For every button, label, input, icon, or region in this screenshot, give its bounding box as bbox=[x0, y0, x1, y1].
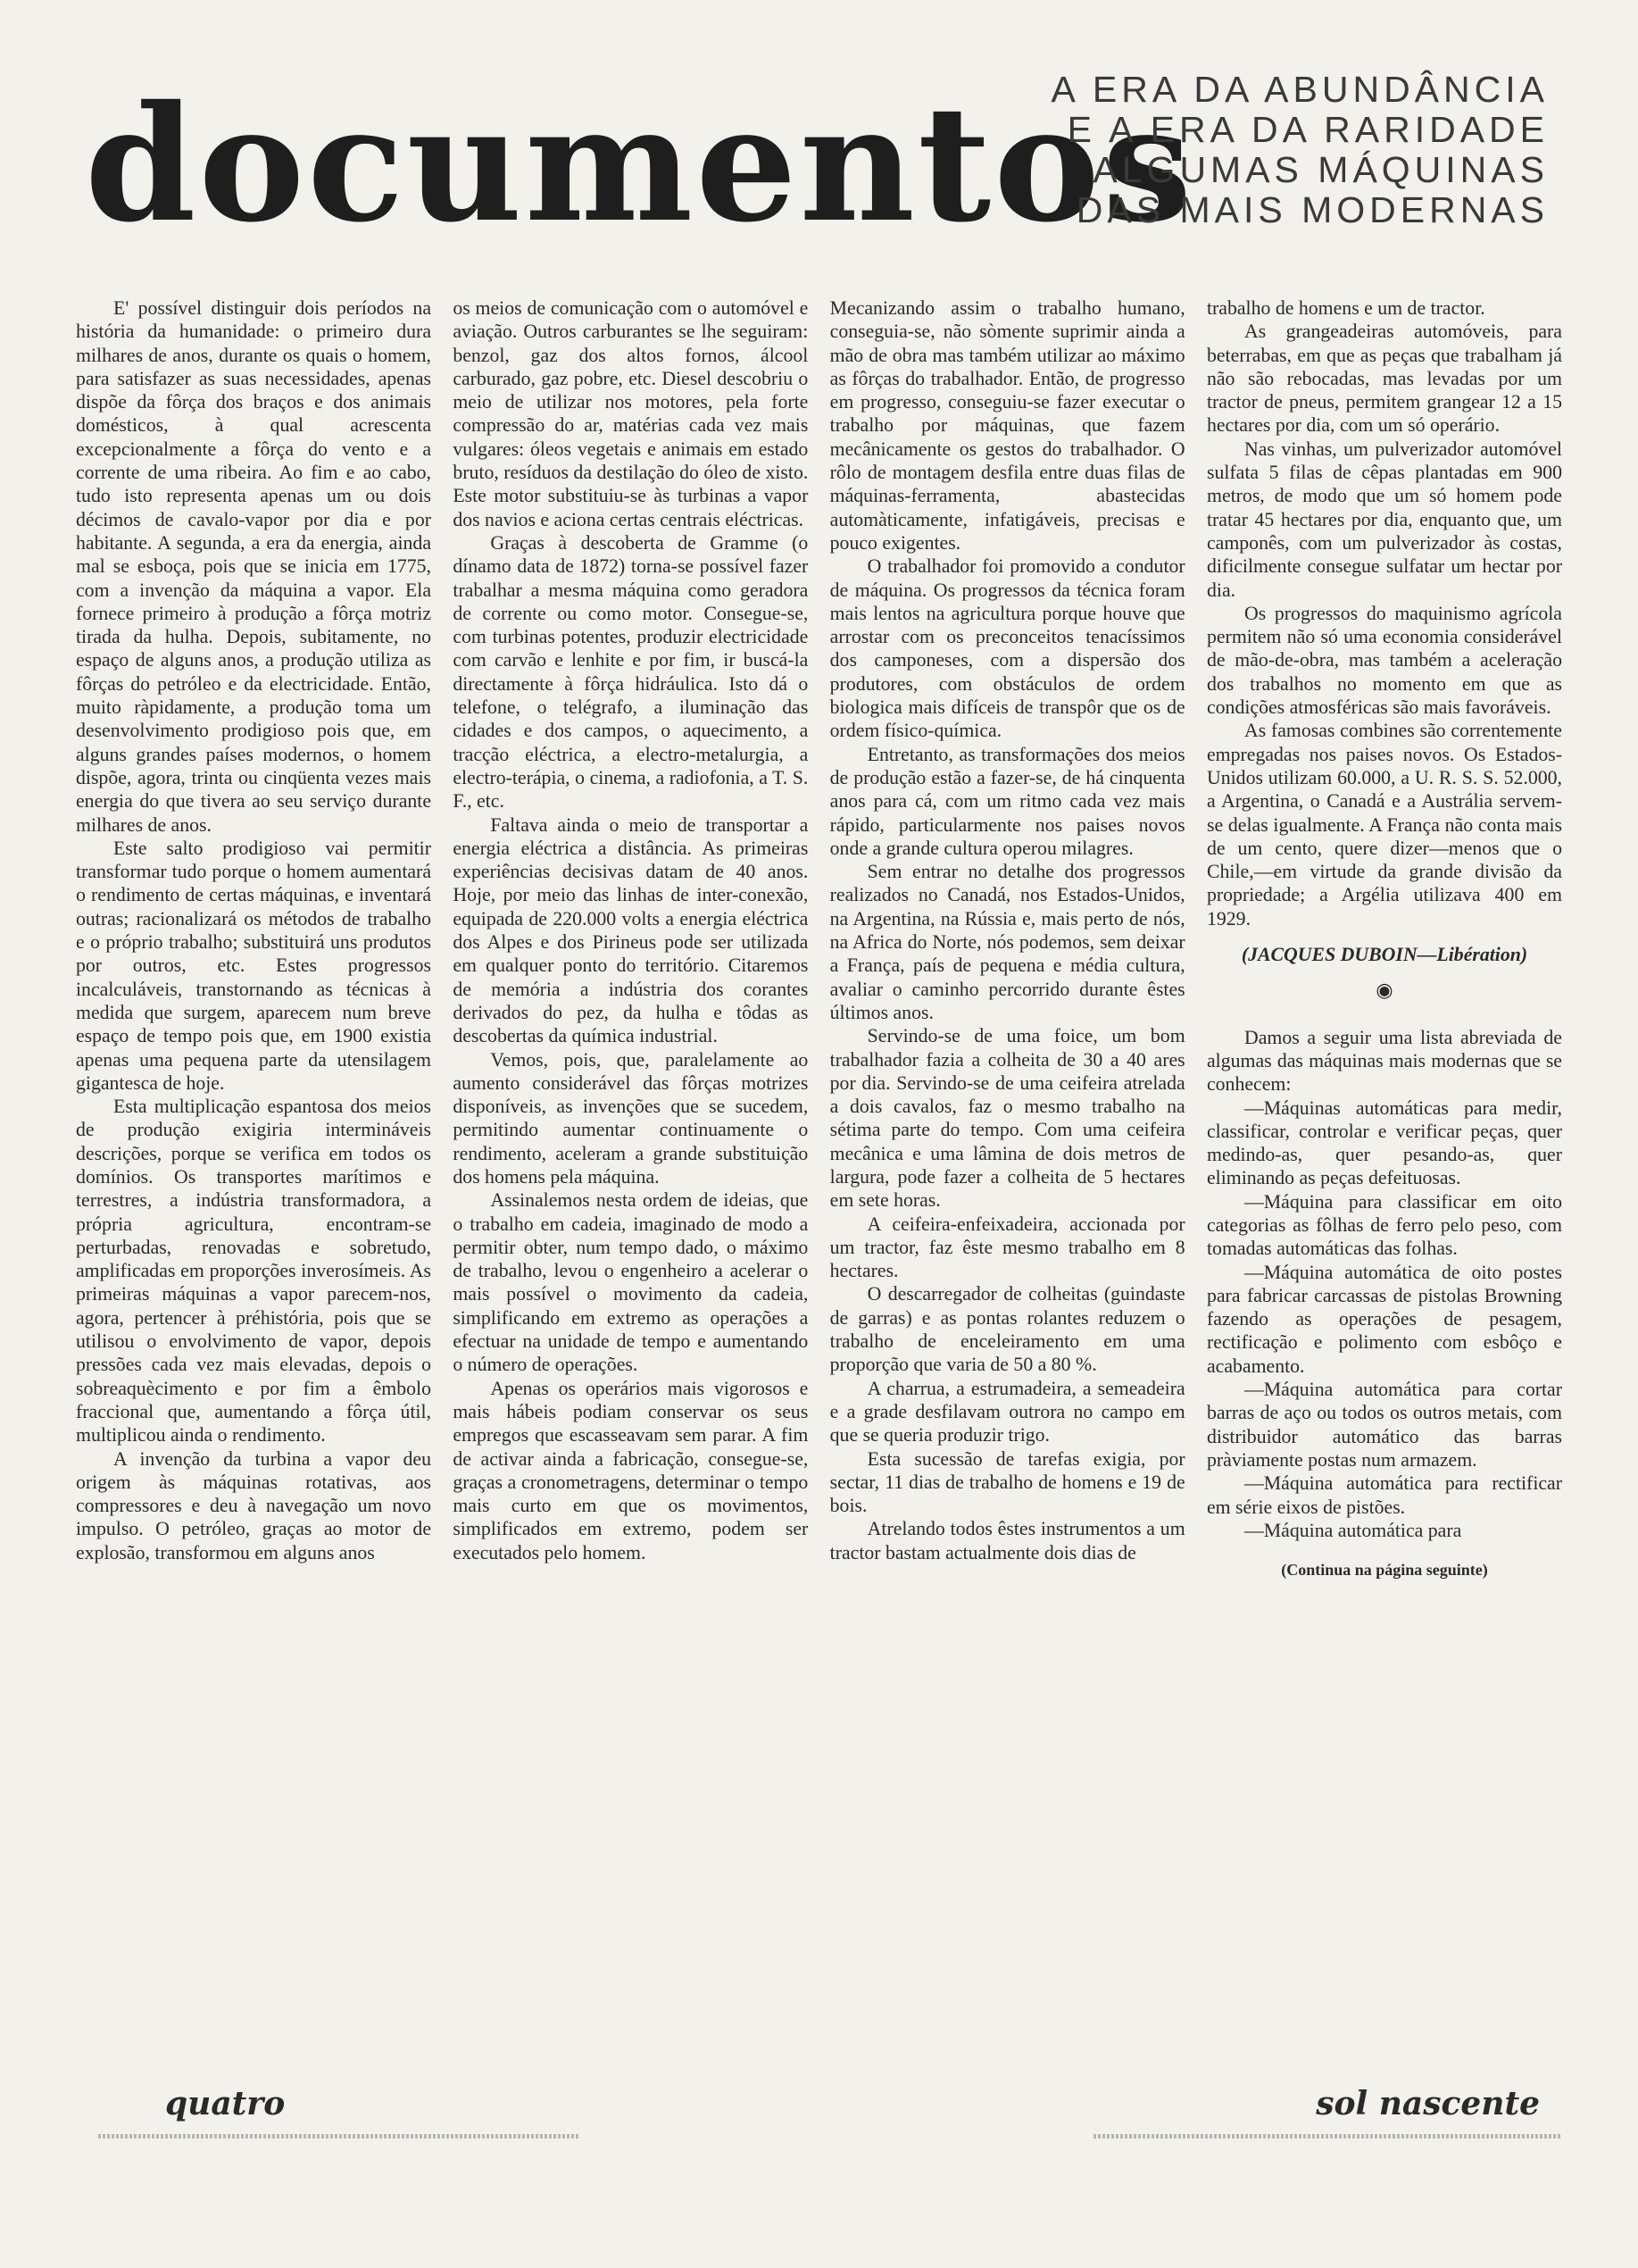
paragraph: Sem entrar no detalhe dos progressos realizados no Canadá, nos Estados-Unidos, na Argentina, na Rússia e, mais perto de nós, na Africa do Norte, nós podemos, sem deixar a França, país de pequena e média cultura, avaliar o caminho percorrido durante êstes últimos anos. bbox=[829, 861, 1185, 1023]
paragraph: —Máquina automática de oito postes para fabricar carcassas de pistolas Browning fazendo as operações de pesagem, rectificação e polimento com esbôço e acabamento. bbox=[1206, 1261, 1562, 1377]
paragraph: Servindo-se de uma foice, um bom trabalhador fazia a colheita de 30 a 40 ares por dia. Servindo-se de uma ceifeira atrelada a dois cavalos, faz o mesmo trabalho na sétima parte do tempo. Com uma ceifeira mecânica e uma lâmina de dois metros de largura, pode fazer a colheita de 5 hectares em sete horas. bbox=[829, 1025, 1185, 1212]
paragraph: Damos a seguir uma lista abreviada de algumas das máquinas mais modernas que se conhecem: bbox=[1206, 1026, 1562, 1096]
column-1 bbox=[76, 296, 431, 1581]
paragraph: Esta sucessão de tarefas exigia, por sectar, 11 dias de trabalho de homens e 19 de bois. bbox=[829, 1447, 1185, 1517]
paragraph: Os progressos do maquinismo agrícola permitem não só uma economia considerável de mão-de-obra, mas também a aceleração dos trabalhos no momento em que as condições atmosféricas são mais favoráveis. bbox=[1206, 602, 1562, 719]
paragraph: —Máquinas automáticas para medir, classificar, controlar e verificar peças, quer medindo-as, quer pesando-as, quer eliminando as peças defeituosas. bbox=[1206, 1096, 1562, 1189]
paragraph: A invenção da turbina a vapor deu origem às máquinas rotativas, aos compressores e deu à navegação um novo impulso. O petróleo, graças ao motor de explosão, transformou em alguns anos bbox=[76, 1447, 431, 1563]
section-separator-icon: ◉ bbox=[1376, 979, 1393, 1002]
paragraph: E' possível distinguir dois períodos na história da humanidade: o primeiro dura milhares de anos, durante os quais o homem, para satisfazer as suas necessidades, apenas dispõe da fôrça dos braços e dos animais domésticos, à qual acrescenta excepcionalmente a fôrça do vento e a corrente de uma ribeira. Ao fim e ao cabo, tudo isto representa apenas um ou dois décimos de cavalo-vapor por dia e por habitante. A segunda, a era da energia, ainda mal se esboça, pois que se inicia em 1775, com a invenção da máquina a vapor. Ela fornece primeiro à produção a fôrça motriz tirada da hulha. Depois, subitamente, no espaço de alguns anos, a produção utiliza as fôrças do petróleo e da electricidade. Então, muito ràpidamente, a produção toma um desenvolvimento prodigioso pois que, em alguns grandes países modernos, o homem dispõe, agora, trinta ou cinqüenta vezes mais energia do que tivera ao seu serviço durante milhares de anos. bbox=[76, 297, 431, 836]
footer-rule-left bbox=[98, 2134, 580, 2139]
paragraph: —Máquina automática para cortar barras de aço ou todos os outros metais, com distribuidor automático das barras pràviamente postas num armazem. bbox=[1206, 1379, 1562, 1471]
paragraph: Faltava ainda o meio de transportar a energia eléctrica a distância. As primeiras experiências decisivas datam de 40 anos. Hoje, por meio das linhas de inter-conexão, equipada de 220.000 volts a energia eléctrica dos Alpes e dos Pirineus pode ser utilizada em qualquer ponto do território. Citaremos de memória a indústria dos corantes derivados do pez, da hulha e tôdas as descobertas da química industrial. bbox=[453, 813, 809, 1047]
paragraph: O descarregador de colheitas (guindaste de garras) e as pontas rolantes reduzem o trabalho de enceleiramento em uma proporção que varia de 50 a 80 %. bbox=[829, 1283, 1185, 1376]
headline-line: ALGUMAS MÁQUINAS bbox=[1093, 149, 1549, 190]
paragraph: As grangeadeiras automóveis, para beterrabas, em que as peças que trabalham já não são rebocadas, mas levadas por um tractor de pneus, permitem grangear 12 a 15 hectares por dia, com um só operário. bbox=[1206, 321, 1562, 437]
masthead-title: documentos bbox=[85, 71, 1195, 257]
headline-line: E A ERA DA RARIDADE bbox=[1067, 109, 1549, 150]
article-columns bbox=[76, 296, 1562, 1581]
footer-rule-right bbox=[1093, 2134, 1562, 2139]
paragraph: Este salto prodigioso vai permitir transformar tudo porque o homem aumentará o rendimento de certas máquinas, e inventará outras; racionalizará os métodos de trabalho e o próprio trabalho; substituirá uns produtos por outros, etc. Estes progressos incalculáveis, transtornando as técnicas à medida que surgem, aparecem num breve espaço de tempo pois que, em 1900 existia apenas uma pequena parte da utensilagem gigantesca de hoje. bbox=[76, 837, 431, 1094]
headline-line: DAS MAIS MODERNAS bbox=[1076, 189, 1549, 230]
paragraph: O trabalhador foi promovido a condutor de máquina. Os progressos da técnica foram mais lentos na agricultura porque houve que arrostar com os preconceitos tenacíssimos dos camponeses, com a dispersão dos produtores, com obstáculos de ordem biologica mais difíceis de transpôr que os de ordem físico-química. bbox=[829, 555, 1185, 742]
paragraph: Entretanto, as transformações dos meios de produção estão a fazer-se, de há cinquenta anos para cá, com um ritmo cada vez mais rápido, particularmente nos paises novos onde a grande cultura operou milagres. bbox=[829, 743, 1185, 859]
paragraph: Graças à descoberta de Gramme (o dínamo data de 1872) torna-se possível fazer trabalhar a mesma máquina como geradora de corrente ou como motor. Consegue-se, com turbinas potentes, produzir electricidade com carvão e lenhite e por fim, ir buscá-la directamente à fôrça hidráulica. Isto dá o telefone, o telégrafo, a iluminação das cidades e dos campos, o aquecimento, a tracção eléctrica, a electro-metalurgia, a electro-terápia, o cinema, a radiofonia, a T. S. F., etc. bbox=[453, 531, 809, 813]
headline bbox=[924, 70, 1549, 230]
paragraph: A charrua, a estrumadeira, a semeadeira e a grade desfilavam outrora no campo em que se queria produzir trigo. bbox=[829, 1377, 1185, 1447]
paragraph: trabalho de homens e um de tractor. bbox=[1206, 297, 1485, 319]
column-3 bbox=[830, 296, 1185, 1581]
paragraph: Assinalemos nesta ordem de ideias, que o trabalho em cadeia, imaginado de modo a permitir obter, num tempo dado, o máximo de trabalho, levou o engenheiro a acelerar o mais possível o movimento da cadeia, simplificando em extremo as operações a efectuar na unidade de tempo e aumentando o número de operações. bbox=[453, 1189, 809, 1376]
footer-page-label: quatro bbox=[165, 2085, 286, 2122]
paragraph: As famosas combines são correntemente empregadas nos paises novos. Os Estados-Unidos utilizam 60.000, a U. R. S. S. 52.000, a Argentina, o Canadá e a Austrália servem-se delas igualmente. A França não conta mais de um cento, quere dizer—menos que o Chile,—em virtude da grande divisão da propriedade; a Argélia utilizava 400 em 1929. bbox=[1206, 720, 1562, 930]
headline-line: A ERA DA ABUNDÂNCIA bbox=[1051, 69, 1549, 110]
paragraph: —Máquina automática para rectificar em série eixos de pistões. bbox=[1206, 1472, 1562, 1518]
paragraph: Mecanizando assim o trabalho humano, conseguia-se, não sòmente suprimir ainda a mão de obra mas também utilizar ao máximo as fôrças do trabalhador. Então, de progresso em progresso, conseguiu-se fazer executar o trabalho por máquinas, que fazem mecânicamente os gestos do trabalhador. O rôlo de montagem desfila entre duas filas de máquinas-ferramenta, abastecidas automàticamente, infatigáveis, precisas e pouco exigentes. bbox=[829, 297, 1185, 554]
footer-publication-name: sol nascente bbox=[1316, 2085, 1540, 2122]
paragraph: Apenas os operários mais vigorosos e mais hábeis podiam conservar os seus empregos que escasseavam sem parar. A fim de activar ainda a fabricação, consegue-se, graças a cronometragens, determinar o tempo mais curto em que os movimentos, simplificados em extremo, podem ser executados pelo homem. bbox=[453, 1377, 809, 1563]
paragraph: Atrelando todos êstes instrumentos a um tractor bastam actualmente dois dias de bbox=[829, 1518, 1185, 1563]
continued-note: (Continua na página seguinte) bbox=[1281, 1561, 1488, 1580]
paragraph: —Máquina automática para bbox=[1243, 1519, 1462, 1541]
paragraph: Vemos, pois, que, paralelamente ao aumento considerável das fôrças motrizes disponíveis, as invenções que se sucedem, permitindo aumentar continuamente o rendimento, aceleram a grande substituição dos homens pela máquina. bbox=[453, 1048, 809, 1188]
paragraph: Esta multiplicação espantosa dos meios de produção exigiria intermináveis descrições, porque se verifica em todos os domínios. Os transportes marítimos e terrestres, a indústria transformadora, a própria agricultura, encontram-se perturbadas, renovadas e sobretudo, amplificadas em proporções inverosímeis. As primeiras máquinas a vapor parecem-nos, agora, pertencer à préhistória, pois que se utilisou o envolvimento de vapor, depois pressões cada vez mais elevadas, depois o sobreaquècimento e por fim a êmbolo fraccional que, aumentando a fôrça útil, multiplicou ainda o rendimento. bbox=[76, 1096, 431, 1447]
author-signature: (JACQUES DUBOIN—Libération) bbox=[1241, 944, 1528, 966]
paragraph: A ceifeira-enfeixadeira, accionada por um tractor, faz êste mesmo trabalho em 8 hectares. bbox=[829, 1213, 1185, 1282]
paragraph: —Máquina para classificar em oito categorias as fôlhas de ferro pelo peso, com tomadas automáticas das folhas. bbox=[1206, 1190, 1562, 1260]
paragraph: os meios de comunicação com o automóvel e aviação. Outros carburantes se lhe seguiram: benzol, gaz dos altos fornos, álcool carburado, gaz pobre, etc. Diesel descobriu o meio de utilizar nos motores, pela forte compressão do ar, matérias cada vez mais vulgares: óleos vegetais e animais em estado bruto, resíduos da destilação do óleo de xisto. Este motor substituiu-se às turbinas a vapor dos navios e aciona certas centrais eléctricas. bbox=[453, 297, 809, 530]
column-2 bbox=[453, 296, 808, 1581]
paragraph: Nas vinhas, um pulverizador automóvel sulfata 5 filas de cêpas plantadas em 900 metros, de modo que um só homem pode tratar 45 hectares por dia, enquanto que, um camponês, com um pulverizador às costas, dificilmente consegue sulfatar um hectar por dia. bbox=[1206, 438, 1562, 601]
column-4 bbox=[1207, 296, 1562, 1581]
